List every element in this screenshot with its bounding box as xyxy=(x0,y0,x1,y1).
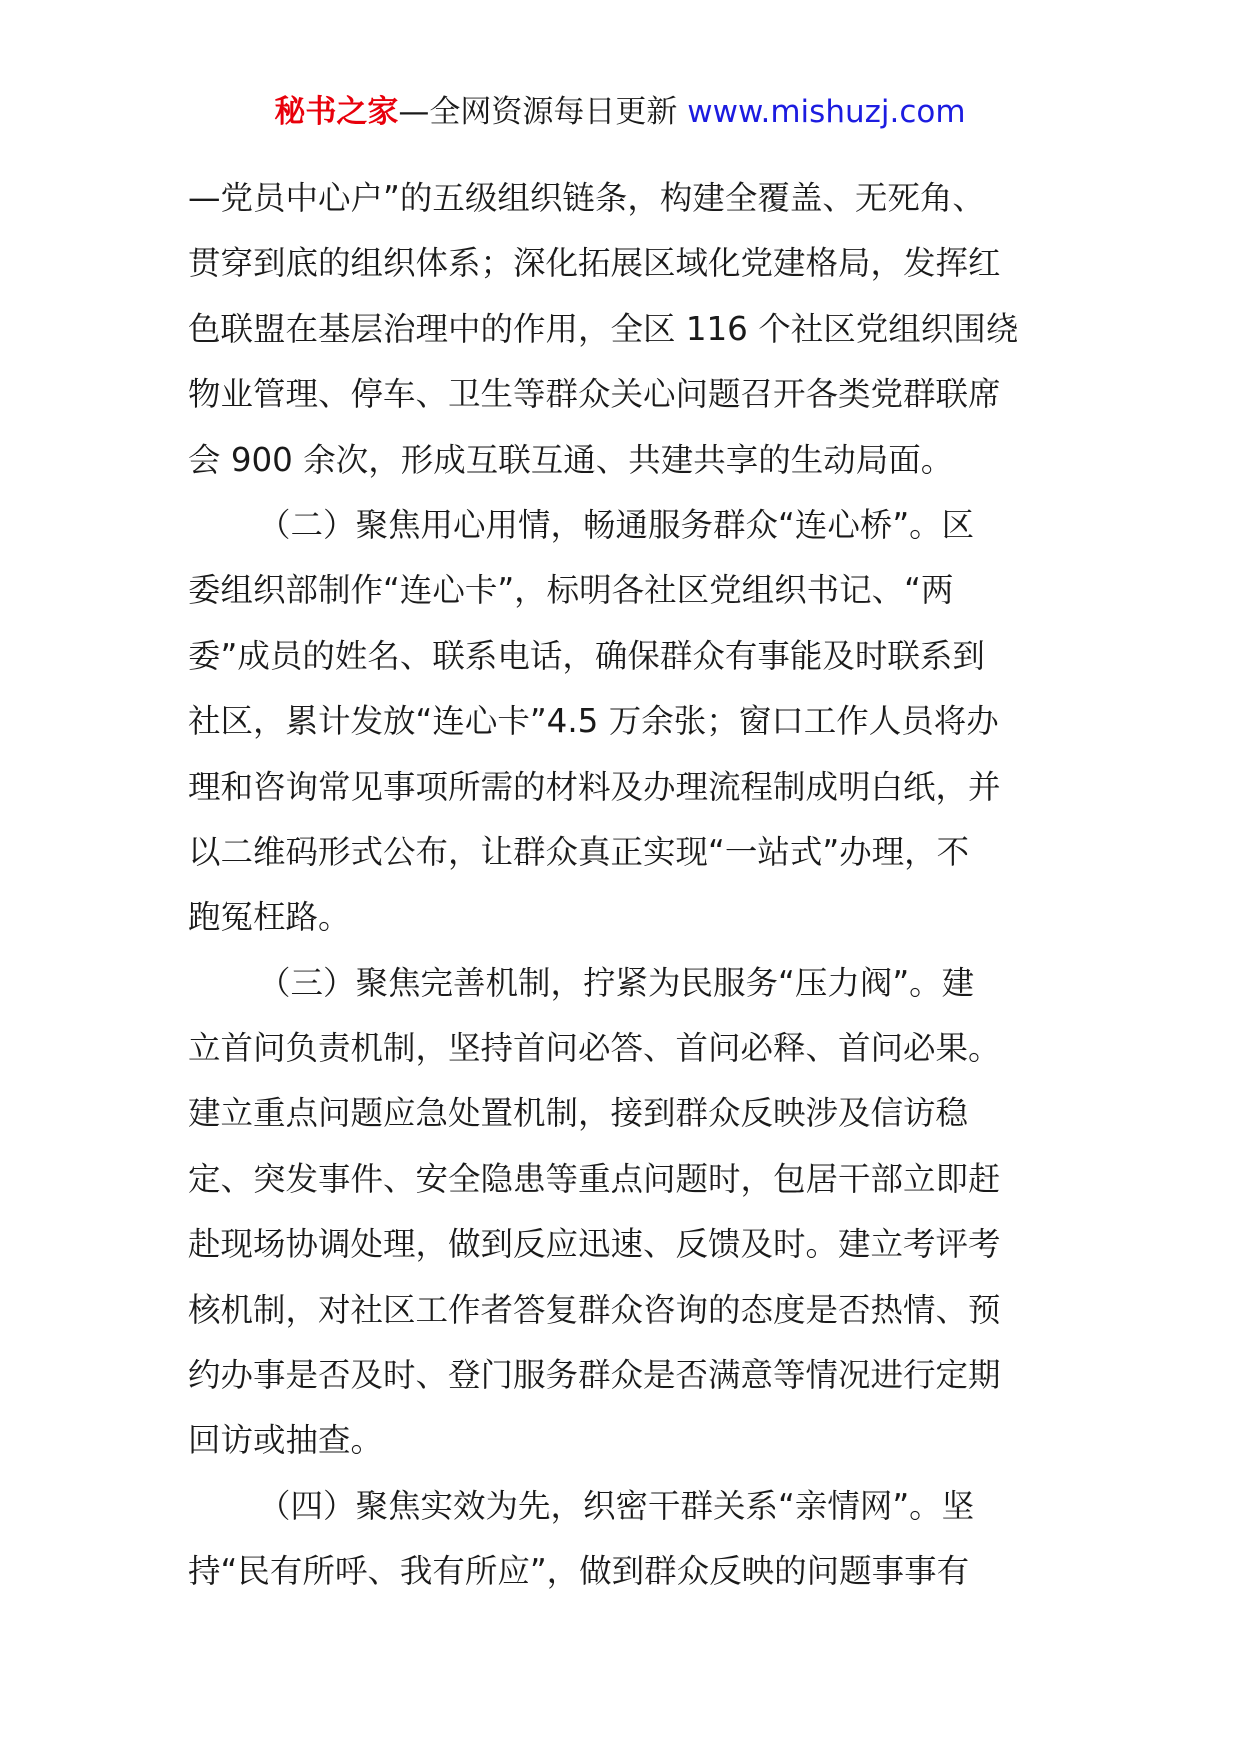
section-heading-line: （三）聚焦完善机制，拧紧为民服务“压力阀”。建 xyxy=(258,963,975,1002)
text-line: 立首问负责机制，坚持首问必答、首问必释、首问必果。 xyxy=(188,1029,1001,1068)
section-heading-line: （四）聚焦实效为先，织密干群关系“亲情网”。坚 xyxy=(258,1486,975,1525)
text-line: 委组织部制作“连心卡”，标明各社区党组织书记、“两 xyxy=(188,571,954,610)
text-line: 约办事是否及时、登门服务群众是否满意等情况进行定期 xyxy=(188,1356,1001,1395)
text-line: 核机制，对社区工作者答复群众咨询的态度是否热情、预 xyxy=(188,1290,1001,1329)
text-line: 委”成员的姓名、联系电话，确保群众有事能及时联系到 xyxy=(188,636,985,675)
page-header xyxy=(0,92,1240,132)
text-line: 贯穿到底的组织体系；深化拓展区域化党建格局，发挥红 xyxy=(188,244,1001,283)
section-heading-line: （二）聚焦用心用情，畅通服务群众“连心桥”。区 xyxy=(258,505,975,544)
text-line: 持“民有所呼、我有所应”，做到群众反映的问题事事有 xyxy=(188,1552,970,1591)
text-line: 定、突发事件、安全隐患等重点问题时，包居干部立即赶 xyxy=(188,1159,1001,1198)
text-line: 理和咨询常见事项所需的材料及办理流程制成明白纸，并 xyxy=(188,767,1001,806)
text-line: 色联盟在基层治理中的作用，全区 116 个社区党组织围绕 xyxy=(188,309,1019,348)
text-line: 回访或抽查。 xyxy=(188,1421,384,1460)
text-line: 赴现场协调处理，做到反应迅速、反馈及时。建立考评考 xyxy=(188,1225,1001,1264)
document-body xyxy=(188,166,1060,1605)
text-line: 会 900 余次，形成互联互通、共建共享的生动局面。 xyxy=(188,440,954,479)
text-line: 建立重点问题应急处置机制，接到群众反映涉及信访稳 xyxy=(188,1094,969,1133)
text-line: 跑冤枉路。 xyxy=(188,898,351,937)
text-line: 社区，累计发放“连心卡”4.5 万余张；窗口工作人员将办 xyxy=(188,702,999,741)
text-line: 以二维码形式公布，让群众真正实现“一站式”办理，不 xyxy=(188,832,970,871)
header-tagline: —全网资源每日更新 xyxy=(398,94,678,130)
text-line: —党员中心户”的五级组织链条，构建全覆盖、无死角、 xyxy=(188,179,985,217)
site-url-link[interactable]: www.mishuzj.com xyxy=(687,94,966,130)
brand-name: 秘书之家 xyxy=(274,94,399,130)
text-line: 物业管理、停车、卫生等群众关心问题召开各类党群联席 xyxy=(188,375,1001,414)
